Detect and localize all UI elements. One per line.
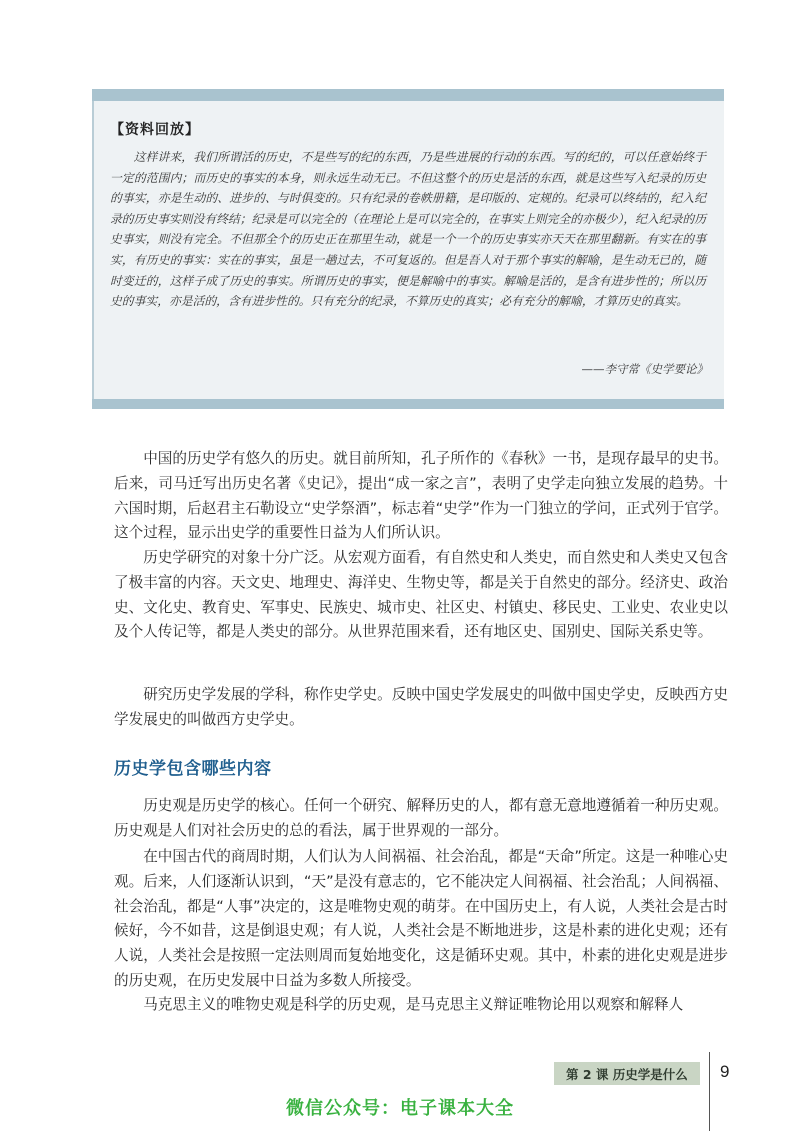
lesson-label: 第 2 课 历史学是什么: [566, 1067, 688, 1082]
footer-lesson-tab: [554, 1062, 700, 1085]
section-heading: 历史学包含哪些内容: [114, 759, 272, 779]
paragraph-marxist-view: 马克思主义的唯物史观是科学的历史观，是马克思主义辩证唯物论用以观察和解释人: [143, 996, 684, 1013]
source-box-attribution: ——李守常《史学要论》: [581, 362, 708, 376]
paragraph-historical-view: 历史观是历史学的核心。任何一个研究、解释历史的人，都有意无意地遵循着一种历史观。历史观是人们对社会历史的总的看法，属于世界观的一部分。: [114, 797, 728, 839]
source-box-quote: 这样讲来，我们所谓活的历史，不是些写的纪的东西，乃是些进展的行动的东西。写的纪的，可以任意始终于一定的范围内；而历史的事实的本身，则永远生动无已。不但这整个的历史是活的东西，就是这些写入纪录的历史的事实，亦是生动的、进步的、与时俱变的。只有纪录的卷帙册籍，是印版的、定规的。纪录可以终结的，纪入纪录的历史事实则没有终结；纪录是可以完全的（在理论上是可以完全的，在事实上则完全的亦极少），纪入纪录的历史事实，则没有完全。不但那全个的历史正在那里生动，就是一个一个的历史事实亦天天在那里翻新。有实在的事实，有历史的事实：实在的事实，虽是一趟过去，不可复返的。但是吾人对于那个事实的解喻，是生动无已的，随时变迁的，这样子成了历史的事实。所谓历史的事实，便是解喻中的事实。解喻是活的，是含有进步性的；所以历史的事实，亦是活的，含有进步性的。只有充分的纪录，不算历史的真实；必有充分的解喻，才算历史的真实。: [110, 150, 706, 309]
source-box-bottom-bar: [92, 399, 724, 409]
paragraph-history-origins: 中国的历史学有悠久的历史。就目前所知，孔子所作的《春秋》一书，是现存最早的史书。后来，司马迁写出历史名著《史记》，提出“成一家之言”，表明了史学走向独立发展的趋势。十六国时期，后赵君主石勒设立“史学祭酒”，标志着“史学”作为一门独立的学问，正式列于官学。这个过程，显示出史学的重要性日益为人们所认识。: [114, 450, 728, 542]
source-box-title: 【资料回放】: [110, 122, 200, 138]
paragraph-historiography: 研究历史学发展的学科，称作史学史。反映中国史学发展史的叫做中国史学史，反映西方史学发展史的叫做西方史学史。: [114, 686, 728, 728]
source-material-box: [92, 89, 724, 409]
page-number: 9: [720, 1062, 730, 1081]
source-box-left-border: [92, 101, 94, 399]
paragraph-research-scope: 历史学研究的对象十分广泛。从宏观方面看，有自然史和人类史，而自然史和人类史又包含了极丰富的内容。天文史、地理史、海洋史、生物史等，都是关于自然史的部分。经济史、政治史、文化史、教育史、军事史、民族史、城市史、社区史、村镇史、移民史、工业史、农业史以及个人传记等，都是人类史的部分。从世界范围来看，还有地区史、国别史、国际关系史等。: [114, 549, 728, 641]
source-box-top-bar: [92, 89, 724, 101]
watermark-text: 微信公众号：电子课本大全: [286, 1098, 514, 1119]
paragraph-ancient-views: 在中国古代的商周时期，人们认为人间祸福、社会治乱，都是“天命”所定。这是一种唯心史观。后来，人们逐渐认识到，“天”是没有意志的，它不能决定人间祸福、社会治乱；人间祸福、社会治乱，都是“人事”决定的，这是唯物史观的萌芽。在中国历史上，有人说，人类社会是古时候好，今不如昔，这是倒退史观；有人说，人类社会是不断地进步，这是朴素的进化史观；还有人说，人类社会是按照一定法则周而复始地变化，这是循环史观。其中，朴素的进化史观是进步的历史观，在历史发展中日益为多数人所接受。: [114, 848, 728, 989]
